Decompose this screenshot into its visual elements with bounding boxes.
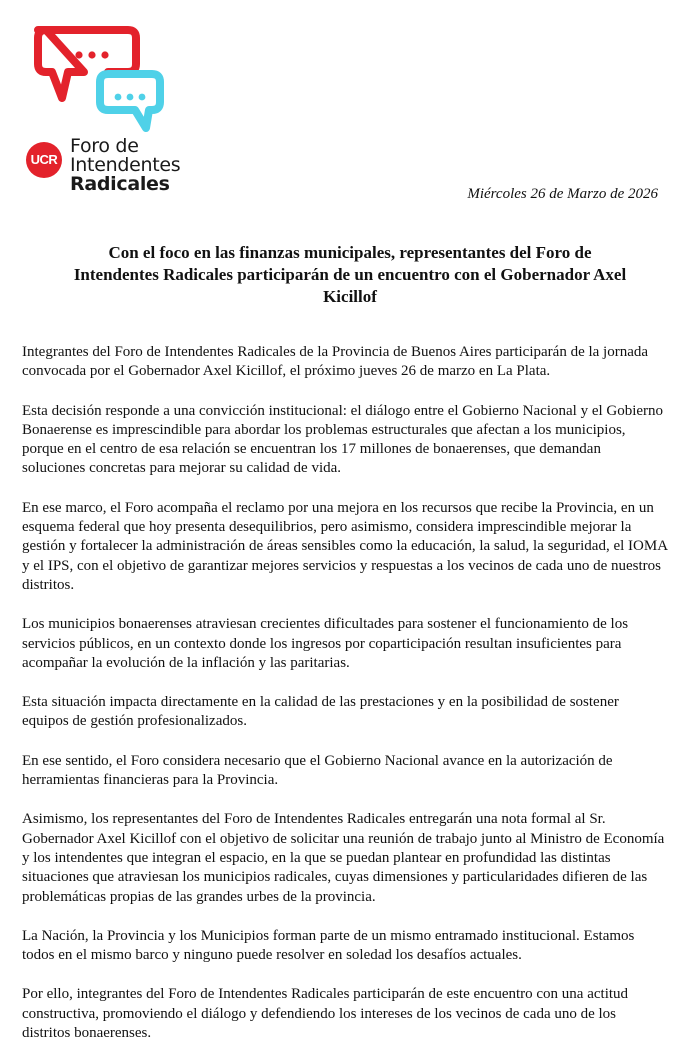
logo-line-3: Radicales	[70, 173, 170, 195]
document-title: Con el foco en las finanzas municipales, representantes del Foro de Intendentes Radicales participarán de un encuentro con el Gobernador Axel Kicillof	[73, 243, 627, 306]
ucr-badge: UCR	[26, 142, 62, 178]
logo-line-1: Foro de	[70, 135, 139, 157]
document-date: Miércoles 26 de Marzo de 2026	[467, 186, 658, 202]
paragraph: Por ello, integrantes del Foro de Intendentes Radicales participarán de este encuentro con una actitud constructiva, promoviendo el diálogo y defendiendo los intereses de los vecinos de cada uno de los distritos bonaerenses.	[22, 986, 629, 1042]
chat-bubbles-icon	[22, 22, 172, 137]
document-body	[22, 343, 668, 1063]
paragraph: Esta decisión responde a una convicción institucional: el diálogo entre el Gobierno Nacional y el Gobierno Bonaerense es imprescindible para abordar los problemas estructurales que afectan a los municipios, porque en el centro de esa relación se encuentran los 17 millones de bonaerenses, que demandan soluciones concretas para mejorar su calidad de vida.	[22, 402, 664, 477]
logo-wordmark	[70, 137, 180, 194]
paragraph: En ese sentido, el Foro considera necesario que el Gobierno Nacional avance en la autorización de herramientas financieras para la Provincia.	[22, 752, 613, 789]
logo-line-2: Intendentes	[70, 154, 181, 176]
paragraph: Asimismo, los representantes del Foro de Intendentes Radicales entregarán una nota formal al Sr. Gobernador Axel Kicillof con el objetivo de solicitar una reunión de trabajo junto al Ministro de Economía y los intendentes que integran el espacio, en la que se puedan plantear en profundidad las distintas situaciones que atraviesan los municipios radicales, cuyas dimensiones y particularidades difieren de las problemáticas propias de las grandes urbes de la provincia.	[22, 811, 665, 905]
paragraph: La Nación, la Provincia y los Municipios forman parte de un mismo entramado institucional. Estamos todos en el mismo barco y ninguno puede resolver en soledad los desafíos actuales.	[22, 927, 635, 964]
paragraph: Esta situación impacta directamente en la calidad de las prestaciones y en la posibilidad de sostener equipos de gestión profesionalizados.	[22, 694, 619, 730]
foro-logo	[22, 22, 192, 200]
paragraph: En ese marco, el Foro acompaña el reclamo por una mejora en los recursos que recibe la Provincia, en un esquema federal que hoy presenta desequilibrios, pero asimismo, considera imprescindible mejorar la gestión y fortalecer la administración de áreas sensibles como la educación, la salud, la seguridad, el IOMA y el IPS, con el objetivo de garantizar mejores servicios y respuestas a los vecinos de cada uno de nuestros distritos.	[22, 499, 668, 593]
paragraph: Los municipios bonaerenses atraviesan crecientes dificultades para sostener el funcionamiento de los servicios públicos, en un contexto donde los ingresos por coparticipación resultan insuficientes para acompañar la evolución de la inflación y las paritarias.	[22, 616, 629, 671]
paragraph: Integrantes del Foro de Intendentes Radicales de la Provincia de Buenos Aires participarán de la jornada convocada por el Gobernador Axel Kicillof, el próximo jueves 26 de marzo en La Plata.	[22, 344, 649, 380]
